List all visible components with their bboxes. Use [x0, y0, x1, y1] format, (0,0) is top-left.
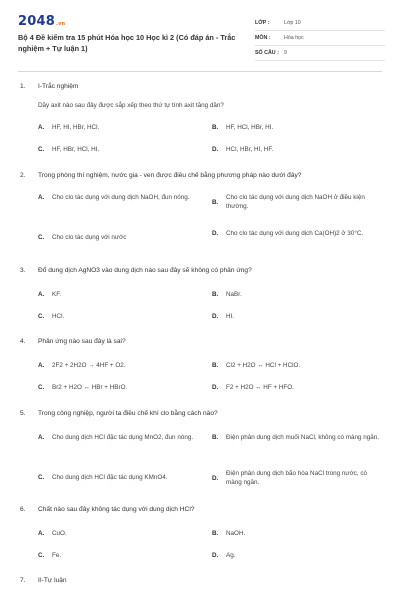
option-letter: A.: [38, 194, 45, 201]
option-d[interactable]: [212, 469, 382, 487]
header-divider: [18, 71, 382, 72]
option-text: Cho dung dịch HCl đặc tác dụng KMnO4.: [52, 474, 168, 481]
option-letter: C.: [38, 474, 45, 481]
option-text: CuO.: [52, 530, 67, 537]
question-heading: Phản ứng nào sau đây là sai?: [38, 338, 126, 345]
question-heading: I-Trắc nghiệm: [38, 83, 79, 90]
option-text: KF.: [52, 291, 62, 298]
logo-suffix: .vn: [55, 21, 66, 27]
option-a[interactable]: [38, 361, 210, 370]
option-letter: D.: [212, 146, 219, 153]
option-c[interactable]: [38, 383, 210, 392]
option-b[interactable]: [212, 529, 382, 538]
option-letter: A.: [38, 530, 45, 537]
option-b[interactable]: [212, 123, 382, 132]
option-letter: B.: [212, 362, 219, 369]
option-letter: C.: [38, 384, 45, 391]
option-text: HI.: [226, 313, 235, 320]
question-2: [20, 171, 382, 257]
option-text: Cho clo tác dụng với dung dịch NaOH, đun nóng.: [52, 194, 190, 201]
question-heading: Chất nào sau đây không tác dụng với dung dịch HCl?: [38, 506, 195, 513]
option-letter: B.: [212, 124, 219, 131]
option-text: Br2 + H2O ↔ HBr + HBrO.: [52, 384, 128, 391]
option-c[interactable]: [38, 233, 210, 242]
option-letter: C.: [38, 552, 45, 559]
option-letter: C.: [38, 234, 45, 241]
question-stem: Dãy axit nào sau đây được sắp xếp theo thứ tự tính axit tăng dần?: [38, 102, 224, 109]
meta-key: MÔN :: [255, 35, 271, 41]
option-text: 2F2 + 2H2O → 4HF + O2.: [52, 362, 126, 369]
option-d[interactable]: [212, 312, 382, 321]
meta-key: LỚP :: [255, 20, 270, 26]
option-letter: A.: [38, 362, 45, 369]
option-letter: C.: [38, 313, 45, 320]
option-a[interactable]: [38, 193, 210, 202]
option-d[interactable]: [212, 229, 382, 238]
option-letter: A.: [38, 124, 45, 131]
site-logo[interactable]: [18, 14, 65, 29]
meta-row-class: [255, 16, 385, 31]
logo-text: 2048: [18, 14, 55, 29]
option-text: Điện phân dung dịch muối NaCl, không có màng ngăn.: [226, 434, 379, 441]
option-letter: C.: [38, 146, 45, 153]
option-text: Cho clo tác dụng với dung dịch Ca(OH)2 ở 30°C.: [226, 230, 364, 237]
question-heading: Trong phòng thí nghiệm, nước gia - ven được điều chế bằng phương pháp nào dưới đây?: [38, 172, 302, 179]
option-text: Fe.: [52, 552, 62, 559]
question-5: [20, 409, 382, 497]
option-letter: B.: [212, 530, 219, 537]
option-d[interactable]: [212, 551, 382, 560]
option-a[interactable]: [38, 290, 210, 299]
option-text: Cho clo tác dụng với dung dịch NaOH ở điều kiện thường.: [226, 194, 365, 210]
option-letter: D.: [212, 474, 219, 482]
option-text: HCl, HBr, HI, HF.: [226, 146, 274, 153]
option-text: Cho clo tác dụng với nước: [52, 234, 127, 241]
option-text: HF, HCl, HBr, HI.: [226, 124, 274, 131]
option-text: HF, HBr, HCl, HI.: [52, 146, 100, 153]
option-text: Điện phân dung dịch bão hòa NaCl trong nước, có màng ngăn.: [226, 470, 368, 486]
meta-row-subject: [255, 31, 385, 46]
question-heading: Đổ dung dịch AgNO3 vào dung dịch nào sau đây sẽ không có phản ứng?: [38, 267, 252, 274]
option-a[interactable]: [38, 433, 210, 442]
option-text: HF, HI, HBr, HCl.: [52, 124, 100, 131]
option-text: Cl2 + H2O ↔ HCl + HClO.: [226, 362, 301, 369]
question-number: 3.: [20, 267, 26, 274]
question-number: 7.: [20, 577, 26, 584]
meta-row-count: [255, 46, 385, 61]
option-letter: B.: [212, 291, 219, 298]
meta-value: Lớp 10: [284, 20, 301, 26]
option-c[interactable]: [38, 312, 210, 321]
option-letter: D.: [212, 384, 219, 391]
meta-table: [255, 16, 385, 61]
option-c[interactable]: [38, 145, 210, 154]
option-text: F2 + H2O ↔ HF + HFO.: [226, 384, 294, 391]
document-title: Bộ 4 Đề kiểm tra 15 phút Hóa học 10 Học kì 2 (Có đáp án - Trắc nghiệm + Tự luận 1): [18, 33, 236, 53]
question-heading: II-Tự luận: [38, 577, 67, 584]
option-text: NaBr.: [226, 291, 242, 298]
option-b[interactable]: [212, 290, 382, 299]
meta-value: 9: [284, 50, 287, 56]
option-text: NaOH.: [226, 530, 246, 537]
option-b[interactable]: [212, 433, 382, 442]
option-a[interactable]: [38, 123, 210, 132]
option-text: HCl.: [52, 313, 65, 320]
option-d[interactable]: [212, 145, 382, 154]
option-letter: A.: [38, 434, 45, 441]
option-d[interactable]: [212, 383, 382, 392]
question-number: 5.: [20, 410, 26, 417]
option-text: Cho dung dịch HCl đặc tác dụng MnO2, đun nóng.: [52, 434, 194, 441]
option-letter: D.: [212, 313, 219, 320]
question-4: [20, 337, 382, 397]
question-heading: Trong công nghiệp, người ta điều chế khí clo bằng cách nào?: [38, 410, 218, 417]
question-6: [20, 505, 382, 565]
question-number: 1.: [20, 83, 26, 90]
option-letter: B.: [212, 198, 219, 206]
option-letter: A.: [38, 291, 45, 298]
option-c[interactable]: [38, 473, 210, 482]
option-letter: B.: [212, 434, 219, 441]
question-number: 2.: [20, 172, 26, 179]
option-text: Ag.: [226, 552, 236, 559]
option-b[interactable]: [212, 361, 382, 370]
question-number: 4.: [20, 338, 26, 345]
option-a[interactable]: [38, 529, 210, 538]
option-b[interactable]: [212, 193, 382, 211]
question-number: 6.: [20, 506, 26, 513]
option-letter: D.: [212, 230, 219, 237]
question-1: [20, 82, 382, 162]
option-c[interactable]: [38, 551, 210, 560]
question-3: [20, 266, 382, 326]
question-7: [20, 576, 382, 590]
meta-key: SỐ CÂU :: [255, 50, 279, 56]
meta-value: Hóa học: [284, 35, 304, 41]
option-letter: D.: [212, 552, 219, 559]
